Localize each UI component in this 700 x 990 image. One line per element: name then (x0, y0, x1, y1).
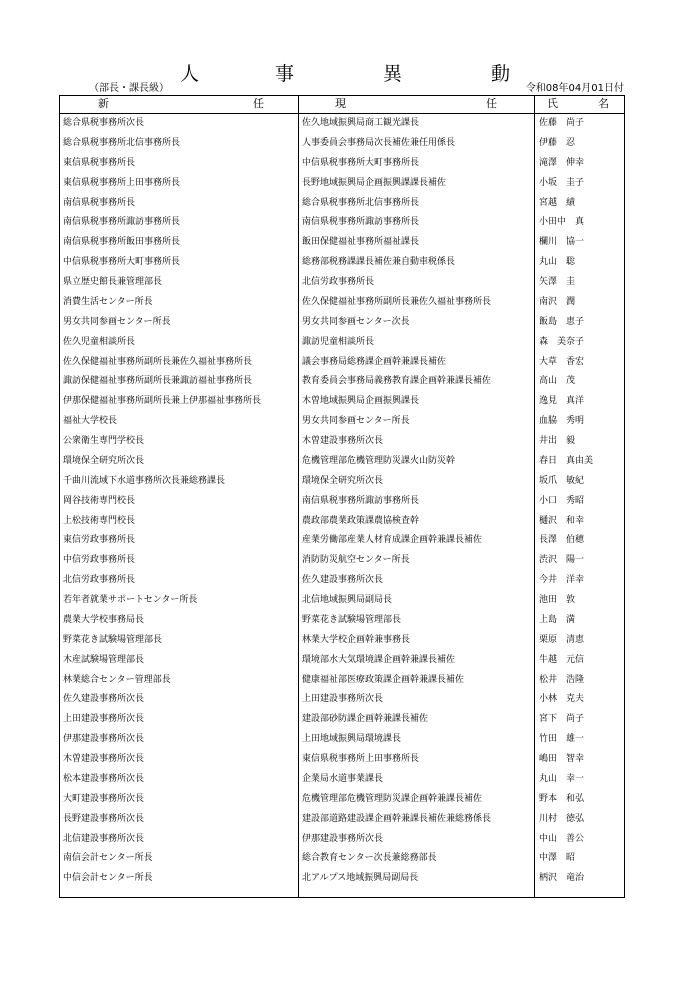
table-row (60, 233, 624, 253)
table-row (60, 810, 624, 830)
new-position: 東信県税事務所長 (63, 157, 136, 168)
table-row (60, 134, 624, 154)
current-position: 木曽地域振興局企画振興課長 (302, 396, 420, 407)
title-char: 人 (180, 63, 200, 85)
current-position: 健康福祉部医療政策課企画幹兼課長補佐 (302, 674, 465, 685)
table-row (60, 213, 624, 233)
person-name: 小坂 圭子 (539, 177, 585, 188)
person-name: 小口 秀昭 (539, 495, 585, 506)
table-row (60, 492, 624, 512)
table-row (60, 273, 624, 293)
table-row (60, 869, 624, 889)
table-row (60, 472, 624, 492)
person-name: 嶋田 智幸 (539, 754, 585, 764)
current-position: 長野地域振興局企画振興課課長補佐 (302, 177, 447, 188)
table-row (60, 671, 624, 691)
person-name: 今井 洋幸 (539, 575, 585, 586)
new-position: 南信県税事務所飯田事務所長 (63, 237, 181, 248)
table-row (60, 353, 624, 373)
new-position: 佐久建設事務所次長 (63, 694, 145, 705)
person-name: 高山 茂 (539, 376, 576, 387)
current-position: 諏訪児童相談所長 (302, 336, 375, 347)
person-name: 渋沢 陽一 (539, 555, 585, 566)
person-name: 中山 善公 (539, 833, 585, 844)
new-position: 男女共同参画センター所長 (63, 316, 171, 327)
new-position: 木曽建設事務所次長 (63, 754, 145, 764)
current-position: 南信県税事務所諏訪事務所長 (302, 217, 420, 228)
current-position: 木曽建設事務所次長 (302, 436, 384, 446)
current-position: 男女共同参画センター所長 (302, 416, 410, 427)
new-position: 松本建設事務所次長 (63, 773, 145, 784)
new-position: 南信会計センター所長 (63, 853, 153, 864)
current-position: 危機管理部危機管理防災課火山防災幹 (302, 455, 456, 466)
new-position: 佐久児童相談所長 (63, 336, 136, 347)
table-row (60, 690, 624, 710)
header-name-a: 氏 (547, 97, 558, 110)
new-position: 長野建設事務所次長 (63, 813, 145, 824)
table-row (60, 293, 624, 313)
current-position: 北アルプス地域振興局副局長 (302, 873, 419, 884)
current-position: 環境部水大気環境課企画幹兼課長補佐 (302, 654, 456, 665)
person-name: 宮下 尚子 (539, 714, 585, 725)
person-name: 矢澤 圭 (539, 277, 576, 287)
personnel-table (59, 95, 625, 898)
new-position: 林業総合センター管理部長 (63, 674, 171, 685)
person-name: 丸山 聡 (539, 257, 576, 268)
current-position: 上田建設事務所次長 (302, 694, 384, 705)
table-row (60, 631, 624, 651)
new-position: 北信労政事務所長 (63, 575, 136, 586)
new-position: 中信県税事務所大町事務所長 (63, 257, 181, 268)
person-name: 上島 満 (539, 614, 576, 625)
table-row (60, 392, 624, 412)
new-position: 伊那保健福祉事務所副所長兼上伊那福祉事務所長 (63, 396, 262, 407)
current-position: 北信労政事務所長 (302, 277, 375, 287)
new-position: 佐久保健福祉事務所副所長兼佐久福祉事務所長 (63, 356, 253, 367)
person-name: 池田 敦 (539, 595, 576, 605)
new-position: 木産試験場管理部長 (63, 654, 145, 665)
table-row (60, 551, 624, 571)
person-name: 井出 毅 (539, 436, 576, 446)
current-position: 建設部道路建設課企画幹兼課長補佐兼総務係長 (302, 813, 492, 824)
current-position: 佐久建設事務所次長 (302, 575, 384, 586)
current-position: 野菜花き試験場管理部長 (302, 614, 402, 625)
new-position: 東信県税事務所上田事務所長 (63, 177, 181, 188)
current-position: 産業労働部産業人材育成課企画幹兼課長補佐 (302, 535, 483, 546)
table-row (60, 333, 624, 353)
person-name: 竹田 雄一 (539, 734, 585, 745)
person-name: 森 美奈子 (539, 336, 585, 347)
header-new-b: 任 (253, 97, 264, 110)
current-position: 佐久保健福祉事務所副所長兼佐久福祉事務所長 (302, 296, 492, 307)
new-position: 諏訪保健福祉事務所副所長兼諏訪福祉事務所長 (63, 376, 253, 387)
person-name: 欄川 協一 (539, 237, 585, 248)
new-position: 総合県税事務所次長 (63, 118, 145, 128)
table-row (60, 114, 624, 134)
table-row (60, 313, 624, 333)
table-row (60, 591, 624, 611)
person-name: 松井 浩隆 (539, 674, 585, 685)
new-position: 大町建設事務所次長 (63, 793, 145, 804)
person-name: 栗原 清恵 (539, 634, 585, 645)
person-name: 中澤 昭 (539, 853, 576, 864)
current-position: 環境保全研究所次長 (302, 475, 384, 486)
table-row (60, 531, 624, 551)
title-char: 動 (491, 63, 511, 85)
new-position: 上田建設事務所次長 (63, 714, 145, 725)
current-position: 佐久地域振興局商工観光課長 (302, 118, 420, 128)
new-position: 消費生活センター所長 (63, 296, 153, 307)
current-position: 飯田保健福祉事務所福祉課長 (302, 237, 420, 248)
current-position: 危機管理部危機管理防災課企画幹兼課長補佐 (302, 793, 483, 804)
new-position: 千曲川流域下水道事務所次長兼総務課長 (63, 475, 226, 486)
person-name: 大草 香宏 (539, 356, 585, 367)
new-position: 北信建設事務所次長 (63, 833, 145, 844)
person-name: 飯島 恵子 (539, 316, 585, 327)
person-name: 南沢 潤 (539, 296, 576, 307)
document-subtitle: （部長・課長級） (89, 83, 169, 94)
table-row (60, 512, 624, 532)
current-position: 企業局水道事業課長 (302, 773, 384, 784)
person-name: 坂爪 敏紀 (539, 475, 585, 486)
table-row (60, 651, 624, 671)
title-char: 異 (383, 63, 403, 85)
person-name: 丸山 幸一 (539, 773, 585, 784)
table-row (60, 611, 624, 631)
current-position: 中信県税事務所大町事務所長 (302, 157, 420, 168)
new-position: 南信県税事務所長 (63, 197, 136, 208)
header-name-b: 名 (598, 97, 609, 110)
header-new-a: 新 (98, 97, 109, 110)
person-name: 血脇 秀明 (539, 416, 585, 427)
new-position: 中信会計センター所長 (63, 873, 153, 884)
table-row (60, 770, 624, 790)
current-position: 林業大学校企画幹兼事務長 (302, 634, 411, 645)
header-current-b: 任 (486, 97, 497, 110)
table-row (60, 174, 624, 194)
table-row (60, 730, 624, 750)
current-position: 上田地域振興局環境課長 (302, 734, 402, 745)
person-name: 春日 真由美 (539, 455, 594, 466)
current-position: 総合県税事務所北信事務所長 (302, 197, 420, 208)
new-position: 東信労政事務所長 (63, 535, 136, 546)
current-position: 南信県税事務所諏訪事務所長 (302, 495, 420, 506)
table-row (60, 412, 624, 432)
person-name: 川村 徳弘 (539, 813, 585, 824)
person-name: 野本 和弘 (539, 793, 585, 804)
person-name: 小田中 真 (539, 217, 585, 228)
table-row (60, 253, 624, 273)
table-row (60, 452, 624, 472)
person-name: 樋沢 和幸 (539, 515, 585, 526)
table-row (60, 432, 624, 452)
person-name: 佐藤 尚子 (539, 118, 585, 128)
table-header (60, 96, 624, 114)
header-current-a: 現 (335, 97, 346, 110)
table-row (60, 710, 624, 730)
table-row (60, 194, 624, 214)
new-position: 福祉大学校長 (63, 416, 118, 427)
new-position: 上松技術専門校長 (63, 515, 136, 526)
person-name: 小林 克夫 (539, 694, 585, 705)
new-position: 岡谷技術専門校長 (63, 495, 136, 506)
new-position: 伊那建設事務所次長 (63, 734, 145, 745)
current-position: 北信地域振興局副局長 (302, 595, 393, 605)
current-position: 伊那建設事務所次長 (302, 833, 384, 844)
effective-date: 令和08年04月01日付 (525, 83, 624, 94)
current-position: 男女共同参画センター次長 (302, 316, 410, 327)
person-name: 長澤 伯穂 (539, 535, 585, 546)
table-row (60, 750, 624, 770)
table-row (60, 830, 624, 850)
new-position: 南信県税事務所諏訪事務所長 (63, 217, 181, 228)
person-name: 伊藤 忍 (539, 137, 576, 148)
current-position: 総合教育センター次長兼総務部長 (302, 853, 437, 864)
table-row (60, 154, 624, 174)
person-name: 柄沢 竜治 (539, 873, 585, 884)
current-position: 議会事務局総務課企画幹兼課長補佐 (302, 356, 447, 367)
current-position: 総務部税務課課長補佐兼自動車税係長 (302, 257, 456, 268)
current-position: 東信県税事務所上田事務所長 (302, 754, 420, 764)
person-name: 宮越 績 (539, 197, 576, 208)
person-name: 牛越 元信 (539, 654, 585, 665)
current-position: 人事委員会事務局次長補佐兼任用係長 (302, 137, 456, 148)
new-position: 県立歴史館長兼管理部長 (63, 277, 163, 287)
table-row (60, 571, 624, 591)
current-position: 農政部農業政策課農協検査幹 (302, 515, 420, 526)
table-row (60, 372, 624, 392)
person-name: 逸見 真洋 (539, 396, 585, 407)
new-position: 野菜花き試験場管理部長 (63, 634, 163, 645)
new-position: 総合県税事務所北信事務所長 (63, 137, 181, 148)
new-position: 若年者就業サポートセンター所長 (63, 595, 198, 605)
new-position: 農業大学校事務局長 (63, 614, 145, 625)
new-position: 中信労政事務所長 (63, 555, 136, 566)
current-position: 教育委員会事務局義務教育課企画幹兼課長補佐 (302, 376, 492, 387)
current-position: 消防防災航空センター所長 (302, 555, 410, 566)
table-body (60, 114, 624, 889)
new-position: 環境保全研究所次長 (63, 455, 145, 466)
new-position: 公衆衛生専門学校長 (63, 436, 145, 446)
current-position: 建設部砂防課企画幹兼課長補佐 (302, 714, 429, 725)
title-char: 事 (275, 63, 295, 85)
person-name: 滝澤 伸幸 (539, 157, 585, 168)
table-row (60, 790, 624, 810)
table-row (60, 849, 624, 869)
